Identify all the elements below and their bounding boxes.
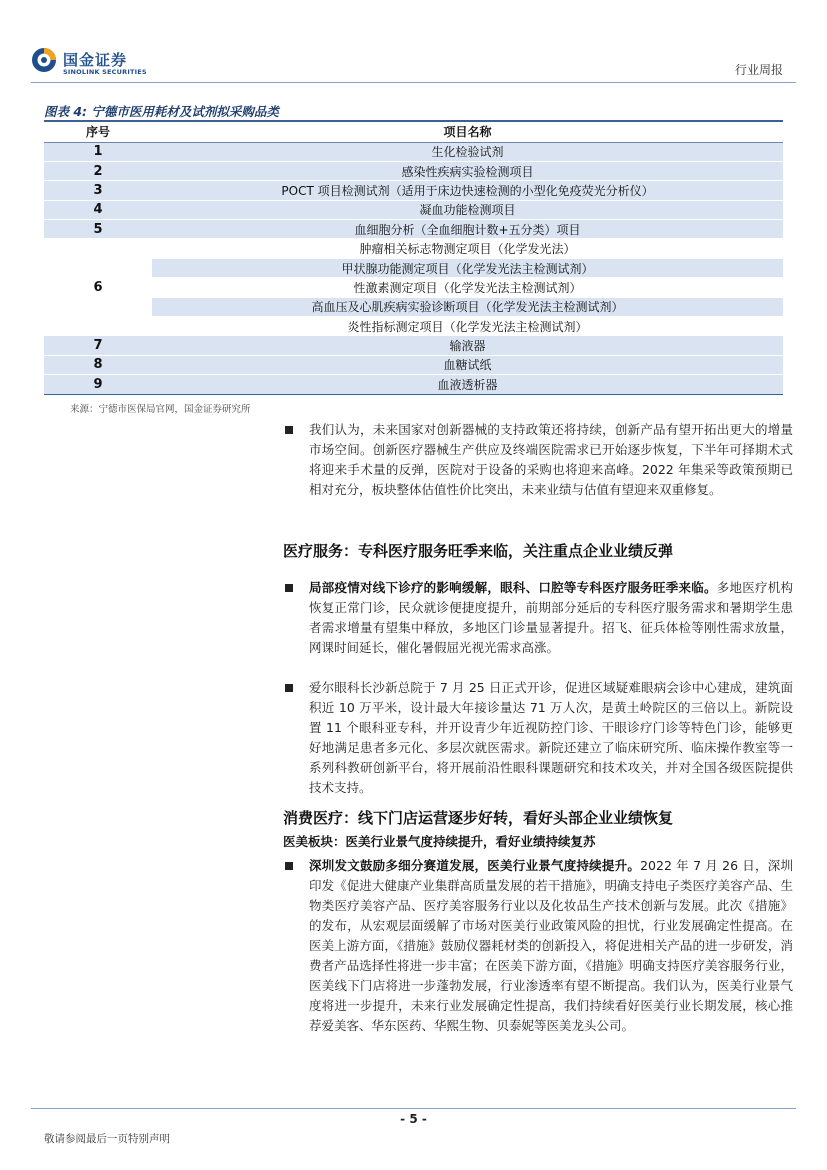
column-header-item-name: 项目名称: [152, 122, 783, 142]
row-item-name: 血糖试纸: [152, 355, 783, 374]
bullet-square-icon: [285, 584, 293, 592]
paragraph-text: 我们认为，未来国家对创新器械的支持政策还将持续，创新产品有望开拓出更大的增量市场空间。创新医疗器械生产供应及终端医院需求已开始逐步恢复，下半年可择期术式将迎来手术量的反弹，医院对于设备的采购也将迎来高峰。2022 年集采等政策预期已相对充分，板块整体估值性价比突出，未来业绩与估值有望迎来双重修复。: [309, 422, 793, 497]
logo-chinese-name: 国金证券: [63, 51, 128, 69]
row-number: 9: [44, 375, 152, 394]
footer-disclaimer: 敬请参阅最后一页特别声明: [44, 1133, 170, 1145]
bullet-paragraph: [283, 856, 793, 1036]
bullet-paragraph: [283, 678, 793, 798]
table-row: [44, 239, 783, 258]
bullet-square-icon: [285, 684, 293, 692]
row-number: 2: [44, 161, 152, 180]
report-type-label: 行业周报: [734, 63, 783, 77]
page-number: - 5 -: [400, 1112, 427, 1126]
bullet-square-icon: [285, 862, 293, 870]
paragraph-text: 2022 年 7 月 26 日，深圳印发《促进大健康产业集群高质量发展的若干措施》，明确支持电子类医疗美容产品、生物类医疗美容产品、医疗美容服务行业以及化妆品生产技术创新与发展。此次《措施》的发布，从宏观层面缓解了市场对医美行业政策风险的担忧，行业发展确定性提高。在医美上游方面，《措施》鼓励仪器耗材类的创新投入，将促进相关产品的进一步研发，消费者产品选择性将进一步丰富；在医美下游方面，《措施》明确支持医疗美容服务行业，医美线下门店将进一步蓬勃发展，行业渗透率有望不断提高。我们认为，医美行业景气度将进一步提升，未来行业发展确定性提高，我们持续看好医美行业长期发展，核心推荐爱美客、华东医药、华熙生物、贝泰妮等医美龙头公司。: [309, 858, 793, 1033]
figure-title: 图表 4: 宁德市医用耗材及试剂拟采购品类: [44, 104, 279, 119]
table-row: [44, 258, 783, 277]
row-item-name: 输液器: [152, 336, 783, 355]
row-item-name: 高血压及心肌疾病实验诊断项目（化学发光法主检测试剂）: [152, 297, 783, 316]
table-row: [44, 317, 783, 336]
paragraph-lead: 深圳发文鼓励多细分赛道发展，医美行业景气度持续提升。: [309, 858, 641, 873]
page-header: [0, 0, 827, 90]
row-item-name: 凝血功能检测项目: [152, 200, 783, 219]
table-row: [44, 220, 783, 239]
table-row: [44, 200, 783, 219]
table-row: [44, 278, 783, 297]
row-number: 3: [44, 181, 152, 200]
bullet-square-icon: [285, 426, 293, 434]
column-header-number: 序号: [44, 122, 152, 142]
bullet-paragraph: [283, 578, 793, 658]
paragraph-text: 多地医疗机构恢复正常门诊，民众就诊便捷度提升，前期部分延后的专科医疗服务需求和暑期学生患者需求增量有望集中释放，多地区门诊量显著提升。招飞、征兵体检等刚性需求放量，网课时间延长，催化暑假屈光视光需求高涨。: [309, 580, 793, 655]
company-logo: [31, 47, 161, 81]
row-item-name: 甲状腺功能测定项目（化学发光法主检测试剂）: [152, 258, 783, 277]
row-number: 4: [44, 200, 152, 219]
paragraph-text: 爱尔眼科长沙新总院于 7 月 25 日正式开诊，促进区域疑难眼病会诊中心建成，建筑面积近 10 万平米，设计最大年接诊量达 71 万人次，是黄土岭院区的三倍以上。新院设置 11 个眼科亚专科，并开设青少年近视防控门诊、干眼诊疗门诊等特色门诊，能够更好地满足患者多元化、多层次就医需求。新院还建立了临床研究所、临床操作教室等一系列科教研创新平台，将开展前沿性眼科课题研究和技术攻关，并对全国各级医院提供技术支持。: [309, 680, 793, 795]
row-number: 5: [44, 220, 152, 239]
section-heading-consumer-medical: 消费医疗：线下门店运营逐步好转，看好头部企业业绩恢复: [283, 809, 674, 827]
row-item-name: 感染性疾病实验检测项目: [152, 161, 783, 180]
table-row: [44, 355, 783, 374]
row-item-name: 性激素测定项目（化学发光法主检测试剂）: [152, 278, 783, 297]
sinolink-logo-icon: [31, 47, 57, 73]
row-number: 8: [44, 355, 152, 374]
table-row: [44, 161, 783, 180]
paragraph-lead: 局部疫情对线下诊疗的影响缓解，眼科、口腔等专科医疗服务旺季来临。: [309, 580, 717, 595]
header-divider: [31, 82, 796, 83]
table-row: [44, 297, 783, 316]
row-item-name: POCT 项目检测试剂（适用于床边快速检测的小型化免疫荧光分析仪）: [152, 181, 783, 200]
table-row: [44, 142, 783, 161]
table-header-row: [44, 122, 783, 142]
table-row: [44, 181, 783, 200]
row-item-name: 血液透析器: [152, 375, 783, 394]
row-item-name: 肿瘤相关标志物测定项目（化学发光法）: [152, 239, 783, 258]
row-item-name: 炎性指标测定项目（化学发光法主检测试剂）: [152, 317, 783, 336]
footer-divider: [31, 1108, 796, 1109]
subsection-heading-aesthetics: 医美板块：医美行业景气度持续提升，看好业绩持续复苏: [283, 834, 596, 849]
procurement-table: [44, 122, 783, 395]
row-number: 1: [44, 142, 152, 161]
logo-english-name: SINOLINK SECURITIES: [63, 68, 147, 76]
row-item-name: 血细胞分析（全血细胞计数+五分类）项目: [152, 220, 783, 239]
bullet-paragraph: [283, 420, 793, 500]
row-item-name: 生化检验试剂: [152, 142, 783, 161]
section-heading-medical-services: 医疗服务：专科医疗服务旺季来临，关注重点企业业绩反弹: [283, 542, 674, 560]
row-number: 6: [44, 239, 152, 336]
figure-source: 来源：宁德市医保局官网，国金证券研究所: [70, 404, 251, 415]
row-number: 7: [44, 336, 152, 355]
table-row: [44, 375, 783, 394]
table-row: [44, 336, 783, 355]
